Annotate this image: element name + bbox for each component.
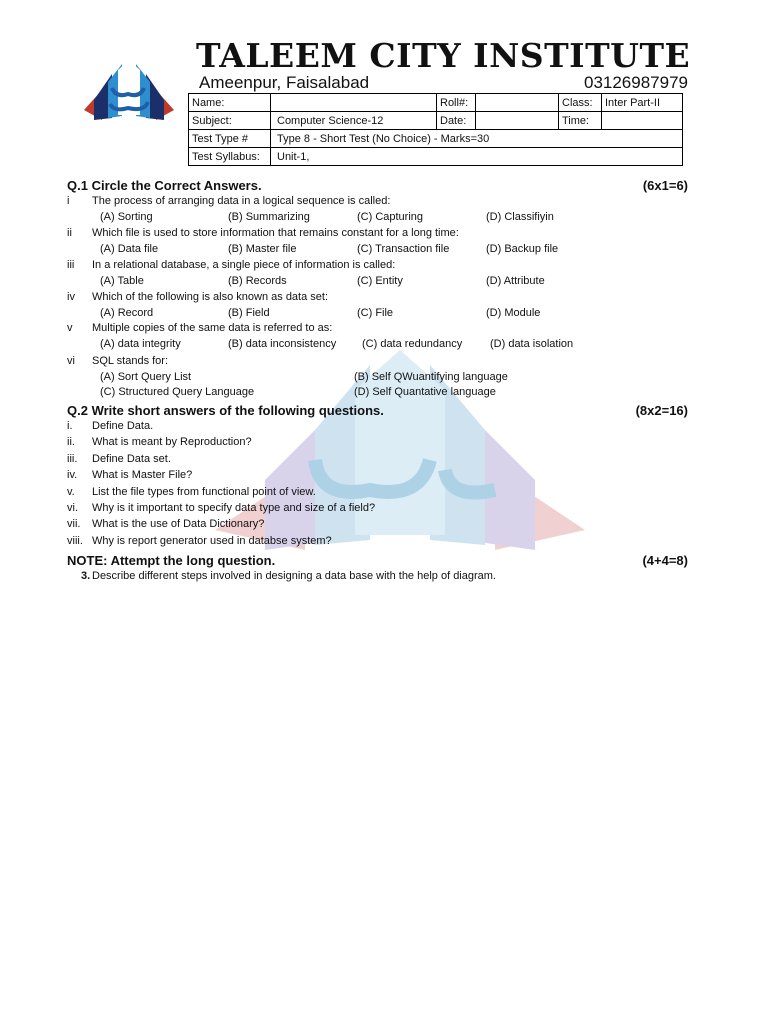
institute-phone: 03126987979 [583,73,688,92]
mcq-option: (D) data isolation [490,338,574,350]
test-type-label: Test Type # [189,130,271,148]
long-question: Describe different steps involved in designing a data base with the help of diagram. [92,570,496,582]
date-label: Date: [437,112,476,130]
institute-title: TALEEM CITY INSTITUTE [196,36,691,75]
mcq-option: (D) Backup file [486,243,559,255]
mcq-option: (C) Capturing [357,211,424,223]
subject-value: Computer Science-12 [271,112,437,130]
mcq-option: (C) Structured Query Language [100,386,255,398]
short-question: List the file types from functional point of view. [92,486,316,498]
short-question-number: iv. [67,469,78,481]
q2-heading: Q.2 Write short answers of the following questions. [67,403,384,418]
short-question-number: iii. [67,453,78,465]
mcq-option: (A) Sort Query List [100,371,192,383]
mcq-option: (B) Self QWuantifying language [354,371,508,383]
q2-marks: (8x2=16) [635,403,688,418]
mcq-question: SQL stands for: [92,355,169,367]
short-question-number: vii. [67,518,81,530]
short-question: Define Data set. [92,453,171,465]
mcq-option: (C) File [357,307,394,319]
mcq-option: (B) Summarizing [228,211,310,223]
time-label: Time: [559,112,602,130]
q1-heading: Q.1 Circle the Correct Answers. [67,178,262,193]
mcq-number: vi [67,355,75,367]
short-question-number: viii. [67,535,83,547]
mcq-option: (A) Sorting [100,211,153,223]
mcq-option: (D) Self Quantative language [354,386,496,398]
mcq-option: (B) Field [228,307,270,319]
mcq-option: (D) Attribute [486,275,545,287]
short-question-number: i. [67,420,73,432]
short-question: What is meant by Reproduction? [92,436,252,448]
mcq-number: i [67,195,70,207]
institute-address: Ameenpur, Faisalabad [199,73,370,92]
mcq-question: Multiple copies of the same data is referred to as: [92,322,333,334]
mcq-option: (A) data integrity [100,338,181,350]
short-question: What is Master File? [92,469,193,481]
subject-label: Subject: [189,112,271,130]
mcq-option: (D) Module [486,307,541,319]
mcq-option: (B) Records [228,275,287,287]
class-value: Inter Part-II [602,94,683,112]
short-question: Why is it important to specify data type and size of a field? [92,502,376,514]
short-question-number: v. [67,486,75,498]
syllabus-label: Test Syllabus: [189,148,271,166]
mcq-option: (C) Entity [357,275,403,287]
syllabus-value: Unit-1, [271,148,683,166]
mcq-number: iv [67,291,75,303]
mcq-number: ii [67,227,72,239]
short-question-number: vi. [67,502,78,514]
short-question: Define Data. [92,420,154,432]
mcq-option: (D) Classifiyin [486,211,554,223]
mcq-option: (B) Master file [228,243,297,255]
note-heading: NOTE: Attempt the long question. [67,553,276,568]
mcq-option: (A) Data file [100,243,159,255]
mcq-question: The process of arranging data in a logical sequence is called: [92,195,391,207]
short-question: What is the use of Data Dictionary? [92,518,265,530]
note-marks: (4+4=8) [642,553,688,568]
time-field[interactable] [602,112,683,130]
q1-marks: (6x1=6) [642,178,688,193]
long-question-number: 3. [81,570,91,582]
roll-field[interactable] [476,94,559,112]
mcq-option: (A) Record [100,307,154,319]
mcq-question: Which of the following is also known as data set: [92,291,329,303]
date-field[interactable] [476,112,559,130]
short-question-number: ii. [67,436,75,448]
mcq-option: (B) data inconsistency [228,338,337,350]
short-question: Why is report generator used in databse system? [92,535,332,547]
test-type-value: Type 8 - Short Test (No Choice) - Marks=30 [271,130,683,148]
institute-logo [82,60,176,124]
name-field[interactable] [271,94,437,112]
mcq-question: Which file is used to store information that remains constant for a long time: [92,227,459,239]
name-label: Name: [189,94,271,112]
student-info-table [188,93,683,166]
class-label: Class: [559,94,602,112]
mcq-option: (A) Table [100,275,144,287]
mcq-option: (C) Transaction file [357,243,450,255]
mcq-number: iii [67,259,75,271]
mcq-question: In a relational database, a single piece of information is called: [92,259,396,271]
mcq-option: (C) data redundancy [362,338,463,350]
mcq-number: v [67,322,73,334]
roll-label: Roll#: [437,94,476,112]
